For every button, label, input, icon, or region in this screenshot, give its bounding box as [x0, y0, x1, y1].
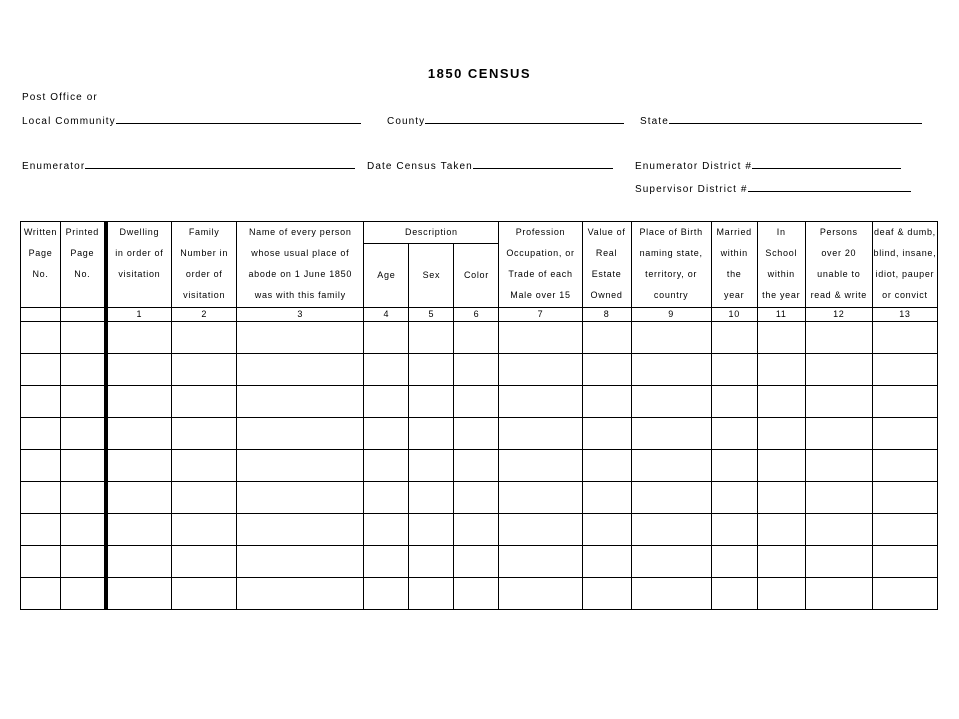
state-field[interactable] — [640, 113, 922, 127]
entry-cell[interactable] — [757, 354, 805, 386]
entry-cell[interactable] — [237, 546, 364, 578]
entry-cell[interactable] — [757, 514, 805, 546]
column-number-row — [21, 308, 938, 322]
entry-cell[interactable] — [106, 418, 172, 450]
entry-cell[interactable] — [805, 386, 872, 418]
description-title: Description — [364, 222, 498, 244]
entry-cell[interactable] — [805, 322, 872, 354]
entry-cell[interactable] — [237, 354, 364, 386]
entry-cell[interactable] — [631, 322, 711, 354]
entry-cell[interactable] — [499, 354, 582, 386]
description-header — [364, 222, 499, 308]
entry-cell[interactable] — [364, 322, 409, 354]
col-number: 4 — [364, 308, 409, 322]
entry-cell[interactable] — [631, 450, 711, 482]
supervisor-district-field[interactable] — [635, 181, 911, 195]
col-number — [61, 308, 106, 322]
entry-cell[interactable] — [364, 386, 409, 418]
entry-cell[interactable] — [711, 450, 757, 482]
entry-cell[interactable] — [582, 482, 631, 514]
col-header: Value of Real Estate Owned — [582, 222, 631, 308]
entry-cell[interactable] — [172, 354, 237, 386]
entry-cell[interactable] — [872, 482, 937, 514]
entry-cell[interactable] — [757, 482, 805, 514]
col-number: 6 — [454, 308, 499, 322]
col-number: 1 — [106, 308, 172, 322]
entry-cell[interactable] — [409, 514, 454, 546]
entry-cell[interactable] — [21, 514, 61, 546]
entry-cell[interactable] — [872, 322, 937, 354]
entry-cell[interactable] — [364, 450, 409, 482]
entry-cell[interactable] — [106, 450, 172, 482]
entry-cell[interactable] — [582, 386, 631, 418]
entry-cell[interactable] — [21, 450, 61, 482]
col-header: Married within the year — [711, 222, 757, 308]
form-title: 1850 CENSUS — [427, 66, 532, 81]
entry-cell[interactable] — [61, 386, 106, 418]
table-row — [21, 386, 938, 418]
table-row — [21, 578, 938, 610]
entry-cell[interactable] — [805, 578, 872, 610]
local-community-blank[interactable] — [116, 113, 361, 124]
entry-cell[interactable] — [409, 418, 454, 450]
entry-cell[interactable] — [237, 386, 364, 418]
entry-cell[interactable] — [454, 354, 499, 386]
entry-cell[interactable] — [582, 354, 631, 386]
enum-district-blank[interactable] — [752, 158, 901, 169]
entry-cell[interactable] — [364, 482, 409, 514]
table-row — [21, 514, 938, 546]
entry-cell[interactable] — [409, 578, 454, 610]
entry-cell[interactable] — [106, 514, 172, 546]
entry-cell[interactable] — [172, 322, 237, 354]
entry-cell[interactable] — [454, 418, 499, 450]
entry-cell[interactable] — [805, 482, 872, 514]
entry-cell[interactable] — [872, 386, 937, 418]
entry-cell[interactable] — [172, 482, 237, 514]
entry-cell[interactable] — [711, 386, 757, 418]
entry-cell[interactable] — [631, 354, 711, 386]
entry-cell[interactable] — [872, 514, 937, 546]
entry-cell[interactable] — [409, 386, 454, 418]
entry-cell[interactable] — [61, 482, 106, 514]
enumerator-field[interactable] — [22, 158, 355, 172]
entry-cell[interactable] — [409, 354, 454, 386]
entry-cell[interactable] — [106, 322, 172, 354]
entry-cell[interactable] — [409, 546, 454, 578]
entry-cell[interactable] — [106, 386, 172, 418]
entry-cell[interactable] — [499, 386, 582, 418]
col-number — [21, 308, 61, 322]
entry-cell[interactable] — [21, 418, 61, 450]
entry-cell[interactable] — [631, 386, 711, 418]
entry-cell[interactable] — [711, 482, 757, 514]
entry-cell[interactable] — [711, 546, 757, 578]
entry-cell[interactable] — [106, 354, 172, 386]
col-number: 11 — [757, 308, 805, 322]
entry-cell[interactable] — [711, 322, 757, 354]
state-blank[interactable] — [669, 113, 922, 124]
entry-cell[interactable] — [631, 546, 711, 578]
table-row — [21, 354, 938, 386]
supervisor-district-blank[interactable] — [748, 181, 911, 192]
entry-cell[interactable] — [499, 546, 582, 578]
entry-cell[interactable] — [106, 578, 172, 610]
col-number: 12 — [805, 308, 872, 322]
entry-cell[interactable] — [454, 546, 499, 578]
enumerator-label: Enumerator — [22, 161, 86, 172]
enum-district-label: Enumerator District # — [635, 161, 753, 172]
entry-cell[interactable] — [872, 418, 937, 450]
entry-cell[interactable] — [237, 514, 364, 546]
entry-cell[interactable] — [237, 418, 364, 450]
table-row — [21, 482, 938, 514]
entry-cell[interactable] — [364, 546, 409, 578]
entry-cell[interactable] — [172, 546, 237, 578]
entry-cell[interactable] — [237, 322, 364, 354]
entry-cell[interactable] — [499, 450, 582, 482]
entry-cell[interactable] — [409, 482, 454, 514]
entry-cell[interactable] — [364, 418, 409, 450]
table-row — [21, 418, 938, 450]
entry-cell[interactable] — [872, 450, 937, 482]
date-blank[interactable] — [473, 158, 613, 169]
entry-cell[interactable] — [499, 418, 582, 450]
col-number: 13 — [872, 308, 937, 322]
col-number: 2 — [172, 308, 237, 322]
county-label: County — [387, 116, 426, 127]
supervisor-district-label: Supervisor District # — [635, 184, 748, 195]
entry-cell[interactable] — [582, 322, 631, 354]
entry-cell[interactable] — [454, 386, 499, 418]
entry-cell[interactable] — [409, 450, 454, 482]
census-table — [20, 221, 938, 610]
col-header: deaf & dumb, blind, insane, idiot, pauper or convict — [872, 222, 937, 308]
entry-cell[interactable] — [872, 354, 937, 386]
entry-cell[interactable] — [454, 322, 499, 354]
entry-cell[interactable] — [237, 578, 364, 610]
col-number: 7 — [499, 308, 582, 322]
header-row — [21, 222, 938, 308]
enumerator-blank[interactable] — [85, 158, 355, 169]
entry-cell[interactable] — [582, 450, 631, 482]
sex-header: Sex — [408, 244, 453, 307]
entry-cell[interactable] — [805, 514, 872, 546]
entry-cell[interactable] — [499, 482, 582, 514]
table-row — [21, 546, 938, 578]
entry-cell[interactable] — [364, 514, 409, 546]
entry-cell[interactable] — [21, 482, 61, 514]
entry-cell[interactable] — [757, 450, 805, 482]
entry-cell[interactable] — [805, 354, 872, 386]
county-field[interactable] — [387, 113, 624, 127]
entry-cell[interactable] — [872, 578, 937, 610]
date-label: Date Census Taken — [367, 161, 473, 172]
col-header: Persons over 20 unable to read & write — [805, 222, 872, 308]
entry-cell[interactable] — [61, 514, 106, 546]
entry-cell[interactable] — [582, 546, 631, 578]
entry-cell[interactable] — [757, 546, 805, 578]
entry-cell[interactable] — [582, 578, 631, 610]
entry-cell[interactable] — [237, 482, 364, 514]
color-header: Color — [453, 244, 498, 307]
post-office-label: Post Office or — [22, 92, 98, 103]
entry-cell[interactable] — [711, 418, 757, 450]
entry-cell[interactable] — [172, 450, 237, 482]
entry-cell[interactable] — [499, 578, 582, 610]
entry-cell[interactable] — [454, 514, 499, 546]
entry-cell[interactable] — [61, 418, 106, 450]
entry-cell[interactable] — [454, 482, 499, 514]
entry-cell[interactable] — [172, 418, 237, 450]
col-header: Family Number in order of visitation — [172, 222, 237, 308]
entry-cell[interactable] — [21, 386, 61, 418]
col-header: Profession Occupation, or Trade of each Male over 15 — [499, 222, 582, 308]
entry-cell[interactable] — [757, 386, 805, 418]
col-number: 8 — [582, 308, 631, 322]
entry-cell[interactable] — [172, 386, 237, 418]
entry-cell[interactable] — [364, 578, 409, 610]
county-blank[interactable] — [425, 113, 624, 124]
entry-cell[interactable] — [805, 450, 872, 482]
col-number: 10 — [711, 308, 757, 322]
entry-cell[interactable] — [757, 418, 805, 450]
entry-cell[interactable] — [106, 546, 172, 578]
entry-cell[interactable] — [61, 546, 106, 578]
entry-cell[interactable] — [757, 578, 805, 610]
state-label: State — [640, 116, 669, 127]
entry-cell[interactable] — [172, 514, 237, 546]
entry-cell[interactable] — [582, 418, 631, 450]
entry-cell[interactable] — [172, 578, 237, 610]
entry-cell[interactable] — [61, 450, 106, 482]
entry-cell[interactable] — [711, 354, 757, 386]
entry-cell[interactable] — [757, 322, 805, 354]
col-header: In School within the year — [757, 222, 805, 308]
col-number: 9 — [631, 308, 711, 322]
entry-cell[interactable] — [872, 546, 937, 578]
col-header: Printed Page No. — [61, 222, 106, 308]
entry-cell[interactable] — [805, 546, 872, 578]
entry-cell[interactable] — [21, 578, 61, 610]
entry-cell[interactable] — [409, 322, 454, 354]
local-community-label: Local Community — [22, 116, 116, 127]
entry-cell[interactable] — [21, 354, 61, 386]
entry-cell[interactable] — [711, 578, 757, 610]
entry-cell[interactable] — [106, 482, 172, 514]
col-header: Written Page No. — [21, 222, 61, 308]
entry-cell[interactable] — [631, 514, 711, 546]
col-header: Dwelling in order of visitation — [106, 222, 172, 308]
col-number: 3 — [237, 308, 364, 322]
entry-cell[interactable] — [61, 322, 106, 354]
entry-cell[interactable] — [61, 578, 106, 610]
entry-cell[interactable] — [454, 578, 499, 610]
col-header: Place of Birth naming state, territory, or country — [631, 222, 711, 308]
entry-cell[interactable] — [631, 482, 711, 514]
entry-cell[interactable] — [21, 322, 61, 354]
col-number: 5 — [409, 308, 454, 322]
entry-cell[interactable] — [237, 450, 364, 482]
entry-cell[interactable] — [805, 418, 872, 450]
entry-cell[interactable] — [454, 450, 499, 482]
table-row — [21, 450, 938, 482]
entry-cell[interactable] — [61, 354, 106, 386]
table-row — [21, 322, 938, 354]
entry-cell[interactable] — [711, 514, 757, 546]
entry-cell[interactable] — [631, 578, 711, 610]
age-header: Age — [377, 270, 396, 280]
col-header: Name of every person whose usual place of abode on 1 June 1850 was with this family — [237, 222, 364, 308]
local-community-field[interactable] — [22, 113, 361, 127]
entry-cell[interactable] — [582, 514, 631, 546]
entry-cell[interactable] — [21, 546, 61, 578]
entry-cell[interactable] — [499, 514, 582, 546]
entry-cell[interactable] — [364, 354, 409, 386]
date-field[interactable] — [367, 158, 613, 172]
entry-cell[interactable] — [631, 418, 711, 450]
enum-district-field[interactable] — [635, 158, 901, 172]
entry-cell[interactable] — [499, 322, 582, 354]
